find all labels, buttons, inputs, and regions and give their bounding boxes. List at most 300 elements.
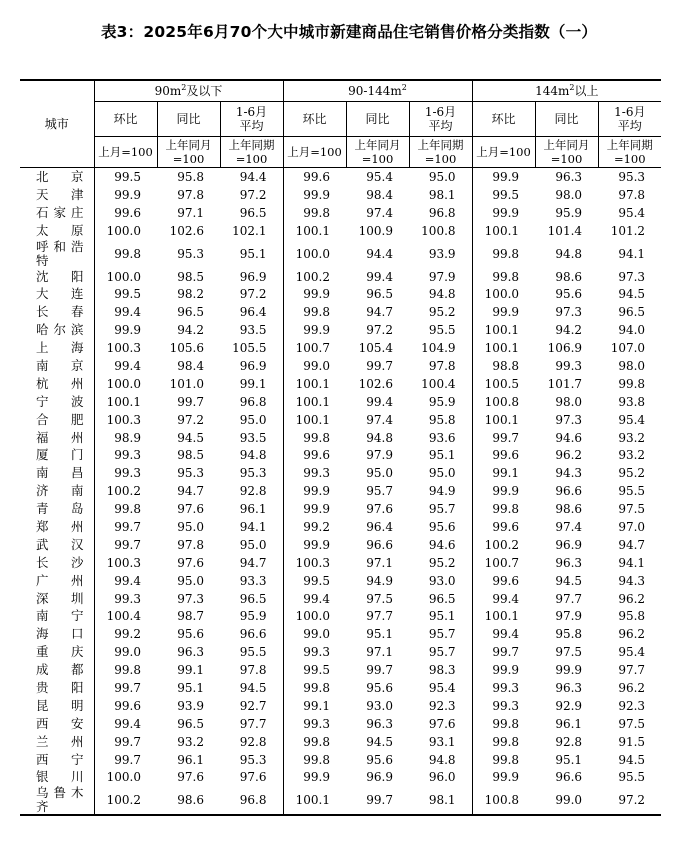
index-value: 95.6 bbox=[366, 752, 393, 767]
base-header bbox=[598, 137, 661, 168]
index-value: 97.6 bbox=[177, 502, 204, 517]
index-value: 99.8 bbox=[114, 246, 141, 261]
base-header bbox=[472, 137, 535, 168]
index-value: 96.5 bbox=[366, 287, 393, 302]
city-name: 上海 bbox=[20, 339, 94, 357]
index-value: 99.0 bbox=[283, 625, 346, 643]
index-value: 95.6 bbox=[555, 287, 583, 302]
index-value: 100.8 bbox=[472, 393, 535, 411]
table-row bbox=[20, 536, 661, 554]
index-value: 97.6 bbox=[428, 716, 456, 731]
index-value: 99.3 bbox=[472, 697, 535, 715]
index-value: 94.2 bbox=[555, 323, 583, 338]
base-header-line1: 上月=100 bbox=[98, 145, 153, 159]
index-value: 100.7 bbox=[472, 554, 535, 572]
index-value: 99.8 bbox=[472, 751, 535, 769]
group-label-suffix: 及以下 bbox=[186, 84, 223, 98]
index-value: 99.8 bbox=[283, 733, 346, 751]
city-name: 南昌 bbox=[20, 464, 94, 482]
index-value: 99.7 bbox=[114, 734, 141, 749]
index-value: 100.1 bbox=[283, 393, 346, 411]
base-header-line2: =100 bbox=[172, 152, 205, 166]
index-value: 94.5 bbox=[177, 430, 204, 445]
city-name: 沈阳 bbox=[20, 268, 94, 286]
index-value: 99.3 bbox=[283, 715, 346, 733]
city-name: 乌鲁木齐 bbox=[20, 786, 94, 815]
index-value: 99.8 bbox=[618, 376, 646, 391]
index-value: 99.6 bbox=[472, 572, 535, 590]
index-value: 99.2 bbox=[114, 627, 141, 642]
index-value: 99.6 bbox=[283, 168, 346, 186]
base-header-line1: 上年同期 bbox=[606, 138, 653, 152]
index-value: 100.8 bbox=[472, 786, 535, 815]
table-row bbox=[20, 769, 661, 787]
index-value: 99.5 bbox=[114, 169, 141, 184]
index-value: 94.9 bbox=[428, 484, 456, 499]
index-value: 98.4 bbox=[366, 187, 393, 202]
index-value: 99.4 bbox=[472, 590, 535, 608]
index-value: 99.9 bbox=[472, 661, 535, 679]
metric-header bbox=[94, 102, 157, 137]
index-value: 97.2 bbox=[239, 187, 267, 202]
index-value: 95.9 bbox=[239, 609, 267, 624]
index-value: 94.4 bbox=[239, 169, 267, 184]
index-value: 99.7 bbox=[177, 394, 204, 409]
group-label: 144m bbox=[535, 84, 570, 98]
index-value: 94.7 bbox=[239, 555, 267, 570]
index-value: 99.6 bbox=[114, 698, 141, 713]
group-header bbox=[472, 80, 661, 102]
index-value: 95.0 bbox=[177, 519, 204, 534]
index-value: 93.2 bbox=[618, 430, 646, 445]
metric-header bbox=[157, 102, 220, 137]
index-value: 99.7 bbox=[114, 519, 141, 534]
table-row bbox=[20, 643, 661, 661]
index-value: 99.8 bbox=[114, 502, 141, 517]
index-value: 99.3 bbox=[114, 448, 141, 463]
index-value: 97.9 bbox=[555, 609, 583, 624]
index-value: 93.5 bbox=[239, 430, 267, 445]
index-value: 99.3 bbox=[472, 679, 535, 697]
index-value: 94.2 bbox=[177, 323, 204, 338]
index-value: 99.9 bbox=[472, 204, 535, 222]
city-name: 福州 bbox=[20, 429, 94, 447]
table-row bbox=[20, 697, 661, 715]
index-value: 99.8 bbox=[472, 268, 535, 286]
index-value: 99.9 bbox=[283, 321, 346, 339]
table-row bbox=[20, 679, 661, 697]
index-value: 100.2 bbox=[106, 484, 141, 499]
index-value: 107.0 bbox=[610, 341, 646, 356]
metric-header bbox=[220, 102, 283, 137]
index-value: 94.4 bbox=[366, 246, 393, 261]
base-header bbox=[220, 137, 283, 168]
base-header-line2: =100 bbox=[550, 152, 583, 166]
index-value: 98.2 bbox=[177, 287, 204, 302]
base-header-line2: =100 bbox=[235, 152, 268, 166]
index-value: 95.2 bbox=[428, 305, 456, 320]
index-value: 96.6 bbox=[366, 537, 393, 552]
city-name: 广州 bbox=[20, 572, 94, 590]
table-row bbox=[20, 357, 661, 375]
index-value: 102.6 bbox=[358, 376, 393, 391]
index-value: 100.1 bbox=[472, 411, 535, 429]
index-value: 99.6 bbox=[472, 446, 535, 464]
index-value: 95.6 bbox=[366, 680, 393, 695]
table-row bbox=[20, 661, 661, 679]
index-value: 99.9 bbox=[114, 187, 141, 202]
city-name: 成都 bbox=[20, 661, 94, 679]
index-value: 96.0 bbox=[428, 770, 456, 785]
city-name: 呼和浩特 bbox=[20, 240, 94, 268]
table-row bbox=[20, 572, 661, 590]
index-value: 97.8 bbox=[618, 187, 646, 202]
index-value: 99.5 bbox=[283, 572, 346, 590]
index-value: 98.5 bbox=[177, 448, 204, 463]
index-value: 100.1 bbox=[106, 394, 141, 409]
index-value: 97.4 bbox=[366, 412, 393, 427]
index-value: 100.0 bbox=[472, 285, 535, 303]
city-name: 厦门 bbox=[20, 446, 94, 464]
index-value: 100.3 bbox=[106, 555, 141, 570]
city-name: 北京 bbox=[20, 168, 94, 186]
index-value: 95.3 bbox=[239, 466, 267, 481]
index-value: 95.6 bbox=[177, 627, 204, 642]
city-name: 太原 bbox=[20, 222, 94, 240]
index-value: 105.6 bbox=[169, 341, 204, 356]
index-value: 99.1 bbox=[283, 697, 346, 715]
index-value: 100.2 bbox=[283, 268, 346, 286]
index-value: 99.5 bbox=[114, 287, 141, 302]
index-value: 99.1 bbox=[239, 376, 267, 391]
index-value: 96.1 bbox=[177, 752, 204, 767]
index-value: 96.9 bbox=[366, 770, 393, 785]
index-value: 99.1 bbox=[472, 464, 535, 482]
index-value: 92.8 bbox=[239, 734, 267, 749]
table-row bbox=[20, 607, 661, 625]
index-value: 101.2 bbox=[610, 223, 646, 238]
index-value: 100.0 bbox=[106, 376, 141, 391]
index-value: 99.4 bbox=[114, 305, 141, 320]
index-value: 97.9 bbox=[428, 269, 456, 284]
index-value: 97.6 bbox=[366, 502, 393, 517]
index-value: 97.2 bbox=[366, 323, 393, 338]
index-value: 94.5 bbox=[618, 287, 646, 302]
index-value: 92.3 bbox=[428, 698, 456, 713]
index-value: 99.1 bbox=[177, 663, 204, 678]
index-value: 93.3 bbox=[239, 573, 267, 588]
index-value: 100.2 bbox=[94, 786, 157, 815]
metric-header bbox=[283, 102, 346, 137]
city-name: 南京 bbox=[20, 357, 94, 375]
index-value: 95.4 bbox=[366, 169, 393, 184]
table-row bbox=[20, 446, 661, 464]
index-value: 100.0 bbox=[106, 223, 141, 238]
index-value: 92.7 bbox=[239, 698, 267, 713]
index-value: 96.5 bbox=[618, 305, 646, 320]
index-value: 95.5 bbox=[618, 484, 646, 499]
index-value: 97.3 bbox=[555, 412, 583, 427]
table-row bbox=[20, 204, 661, 222]
group-header bbox=[94, 80, 283, 102]
index-value: 99.2 bbox=[283, 518, 346, 536]
base-header-line2: =100 bbox=[424, 152, 457, 166]
city-name: 长沙 bbox=[20, 554, 94, 572]
index-value: 99.4 bbox=[366, 394, 393, 409]
index-value: 99.4 bbox=[114, 358, 141, 373]
index-value: 100.0 bbox=[283, 240, 346, 268]
city-name: 杭州 bbox=[20, 375, 94, 393]
index-value: 94.6 bbox=[555, 430, 583, 445]
index-value: 95.2 bbox=[428, 555, 456, 570]
city-column-header: 城市 bbox=[20, 80, 94, 168]
table-row bbox=[20, 222, 661, 240]
index-value: 94.5 bbox=[555, 573, 583, 588]
base-header-line1: 上年同月 bbox=[165, 138, 212, 152]
base-header bbox=[157, 137, 220, 168]
index-value: 96.6 bbox=[555, 770, 583, 785]
base-header-line1: 上月=100 bbox=[287, 145, 342, 159]
index-value: 97.3 bbox=[555, 305, 583, 320]
index-value: 93.2 bbox=[618, 448, 646, 463]
index-value: 99.3 bbox=[283, 464, 346, 482]
group-header bbox=[283, 80, 472, 102]
metric-header bbox=[409, 102, 472, 137]
index-value: 95.4 bbox=[618, 645, 646, 660]
index-value: 93.8 bbox=[618, 394, 646, 409]
index-value: 95.1 bbox=[555, 752, 583, 767]
metric-header-line1: 1-6月 bbox=[235, 105, 268, 119]
index-value: 99.5 bbox=[283, 661, 346, 679]
index-value: 98.0 bbox=[618, 358, 646, 373]
city-name: 兰州 bbox=[20, 733, 94, 751]
index-value: 97.6 bbox=[177, 770, 204, 785]
index-value: 95.4 bbox=[618, 412, 646, 427]
index-value: 97.7 bbox=[555, 591, 583, 606]
metric-header-line1: 环比 bbox=[113, 112, 138, 126]
index-value: 102.6 bbox=[169, 223, 204, 238]
index-value: 95.3 bbox=[618, 169, 646, 184]
index-value: 94.8 bbox=[555, 246, 583, 261]
index-value: 95.4 bbox=[618, 205, 646, 220]
index-value: 97.8 bbox=[239, 663, 267, 678]
city-name: 贵阳 bbox=[20, 679, 94, 697]
city-name: 长春 bbox=[20, 303, 94, 321]
index-value: 96.3 bbox=[555, 680, 583, 695]
group-label-superscript: 2 bbox=[181, 83, 187, 92]
table-row bbox=[20, 285, 661, 303]
index-value: 99.7 bbox=[346, 786, 409, 815]
index-value: 99.7 bbox=[366, 663, 393, 678]
index-value: 94.8 bbox=[428, 287, 456, 302]
base-header-line1: 上年同月 bbox=[354, 138, 401, 152]
index-value: 98.3 bbox=[428, 663, 456, 678]
index-value: 97.4 bbox=[366, 205, 393, 220]
city-name: 济南 bbox=[20, 482, 94, 500]
index-value: 98.9 bbox=[114, 430, 141, 445]
index-value: 100.7 bbox=[283, 339, 346, 357]
metric-header-line1: 环比 bbox=[491, 112, 516, 126]
index-value: 100.9 bbox=[358, 223, 393, 238]
index-value: 94.7 bbox=[177, 484, 204, 499]
index-value: 95.8 bbox=[555, 627, 583, 642]
index-value: 96.1 bbox=[555, 716, 583, 731]
index-value: 97.2 bbox=[598, 786, 661, 815]
table-row bbox=[20, 375, 661, 393]
index-value: 96.4 bbox=[239, 305, 267, 320]
index-value: 96.8 bbox=[220, 786, 283, 815]
index-value: 100.3 bbox=[283, 554, 346, 572]
metric-header-line1: 环比 bbox=[302, 112, 327, 126]
metric-header-line1: 同比 bbox=[554, 112, 579, 126]
index-value: 99.8 bbox=[283, 679, 346, 697]
city-name: 大连 bbox=[20, 285, 94, 303]
index-value: 100.2 bbox=[472, 536, 535, 554]
index-value: 100.1 bbox=[283, 375, 346, 393]
index-value: 99.8 bbox=[283, 204, 346, 222]
index-value: 99.6 bbox=[472, 518, 535, 536]
index-value: 94.3 bbox=[555, 466, 583, 481]
table-row bbox=[20, 733, 661, 751]
index-value: 105.5 bbox=[232, 341, 267, 356]
table-row bbox=[20, 482, 661, 500]
index-value: 95.5 bbox=[428, 323, 456, 338]
index-value: 100.4 bbox=[421, 376, 456, 391]
table-row bbox=[20, 321, 661, 339]
index-value: 99.9 bbox=[114, 323, 141, 338]
index-value: 94.1 bbox=[618, 555, 646, 570]
city-name: 哈尔滨 bbox=[20, 321, 94, 339]
index-value: 101.4 bbox=[547, 223, 583, 238]
index-value: 91.5 bbox=[618, 734, 646, 749]
index-value: 100.1 bbox=[283, 222, 346, 240]
index-value: 99.7 bbox=[472, 429, 535, 447]
index-value: 97.1 bbox=[366, 555, 393, 570]
index-value: 95.0 bbox=[239, 537, 267, 552]
index-value: 99.9 bbox=[283, 285, 346, 303]
index-value: 100.0 bbox=[106, 269, 141, 284]
index-value: 97.3 bbox=[177, 591, 204, 606]
table-title: 表3：2025年6月70个大中城市新建商品住宅销售价格分类指数（一） bbox=[100, 23, 598, 41]
index-value: 95.0 bbox=[239, 412, 267, 427]
index-value: 95.7 bbox=[428, 627, 456, 642]
table-row bbox=[20, 168, 661, 186]
base-header-line1: 上年同期 bbox=[228, 138, 275, 152]
table-row bbox=[20, 339, 661, 357]
index-value: 94.5 bbox=[239, 680, 267, 695]
index-value: 92.8 bbox=[239, 484, 267, 499]
table-row bbox=[20, 393, 661, 411]
city-name: 宁波 bbox=[20, 393, 94, 411]
index-value: 96.5 bbox=[239, 205, 267, 220]
table-row bbox=[20, 186, 661, 204]
city-name: 西安 bbox=[20, 715, 94, 733]
index-value: 95.7 bbox=[366, 484, 393, 499]
index-value: 97.7 bbox=[239, 716, 267, 731]
index-value: 95.7 bbox=[428, 645, 456, 660]
metric-header-line1: 同比 bbox=[365, 112, 390, 126]
index-value: 99.7 bbox=[114, 680, 141, 695]
index-value: 95.9 bbox=[428, 394, 456, 409]
index-value: 97.7 bbox=[366, 609, 393, 624]
index-value: 97.4 bbox=[555, 519, 583, 534]
index-value: 96.5 bbox=[239, 591, 267, 606]
base-header bbox=[94, 137, 157, 168]
index-value: 96.6 bbox=[555, 484, 583, 499]
index-value: 94.7 bbox=[366, 305, 393, 320]
index-value: 93.0 bbox=[428, 573, 456, 588]
index-value: 99.0 bbox=[535, 786, 598, 815]
metric-header-line2: 平均 bbox=[428, 119, 453, 133]
index-value: 96.5 bbox=[177, 305, 204, 320]
index-value: 96.5 bbox=[428, 591, 456, 606]
index-value: 95.5 bbox=[239, 645, 267, 660]
index-value: 95.1 bbox=[366, 627, 393, 642]
index-value: 99.7 bbox=[366, 358, 393, 373]
index-value: 100.4 bbox=[106, 609, 141, 624]
index-value: 100.1 bbox=[472, 222, 535, 240]
index-value: 97.1 bbox=[177, 205, 204, 220]
table-row bbox=[20, 411, 661, 429]
index-value: 98.1 bbox=[409, 786, 472, 815]
table-header bbox=[20, 80, 661, 168]
index-value: 97.8 bbox=[177, 537, 204, 552]
index-value: 97.1 bbox=[366, 645, 393, 660]
index-value: 97.2 bbox=[239, 287, 267, 302]
table-row bbox=[20, 715, 661, 733]
index-value: 98.7 bbox=[177, 609, 204, 624]
metric-header bbox=[598, 102, 661, 137]
base-header bbox=[535, 137, 598, 168]
index-value: 100.1 bbox=[472, 339, 535, 357]
index-value: 100.3 bbox=[106, 341, 141, 356]
metric-header bbox=[346, 102, 409, 137]
index-value: 95.0 bbox=[428, 466, 456, 481]
index-value: 94.3 bbox=[618, 573, 646, 588]
index-value: 99.6 bbox=[283, 446, 346, 464]
metric-header-line2: 平均 bbox=[617, 119, 642, 133]
index-value: 99.0 bbox=[283, 357, 346, 375]
index-value: 95.0 bbox=[366, 466, 393, 481]
index-value: 95.8 bbox=[428, 412, 456, 427]
index-value: 93.0 bbox=[366, 698, 393, 713]
index-value: 97.6 bbox=[177, 555, 204, 570]
index-value: 93.5 bbox=[239, 323, 267, 338]
index-value: 95.6 bbox=[428, 519, 456, 534]
group-label: 90m bbox=[154, 84, 182, 98]
index-value: 96.2 bbox=[618, 627, 646, 642]
index-value: 98.0 bbox=[555, 187, 583, 202]
index-value: 99.8 bbox=[283, 751, 346, 769]
city-name: 昆明 bbox=[20, 697, 94, 715]
index-value: 99.6 bbox=[114, 205, 141, 220]
city-name: 南宁 bbox=[20, 607, 94, 625]
index-value: 92.8 bbox=[555, 734, 583, 749]
metric-header-line1: 同比 bbox=[176, 112, 201, 126]
index-value: 95.3 bbox=[177, 466, 204, 481]
table-row bbox=[20, 786, 661, 815]
index-value: 99.9 bbox=[555, 663, 583, 678]
index-value: 93.9 bbox=[428, 246, 456, 261]
index-value: 102.1 bbox=[232, 223, 267, 238]
table-row bbox=[20, 554, 661, 572]
index-value: 96.4 bbox=[366, 519, 393, 534]
index-value: 95.4 bbox=[428, 680, 456, 695]
index-value: 105.4 bbox=[358, 341, 393, 356]
index-value: 96.3 bbox=[366, 716, 393, 731]
index-value: 99.9 bbox=[283, 186, 346, 204]
index-value: 96.9 bbox=[239, 358, 267, 373]
